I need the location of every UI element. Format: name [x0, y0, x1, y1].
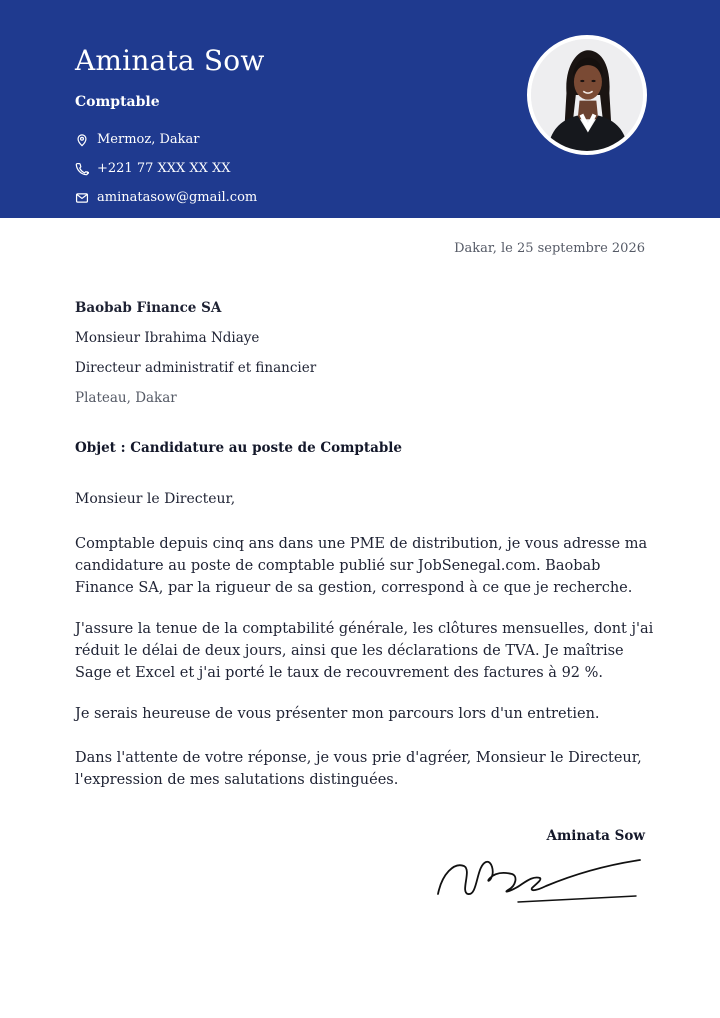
handwritten-signature — [432, 852, 647, 908]
letter-paragraph: Comptable depuis cinq ans dans une PME de distribution, je vous adresse ma candidature au poste de comptable publié sur JobSenegal.com. Baobab Finance SA, par la rigueur de sa gestion, correspond à ce que je recherche. — [75, 536, 648, 596]
recipient-person: Monsieur Ibrahima Ndiaye — [75, 330, 260, 346]
contact-email-text: aminatasow@gmail.com — [97, 190, 258, 205]
letter-paragraph: Je serais heureuse de vous présenter mon parcours lors d'un entretien. — [75, 706, 600, 722]
letter-header — [0, 0, 720, 218]
contact-email — [75, 190, 257, 205]
letter-paragraph: Dans l'attente de votre réponse, je vous prie d'agréer, Monsieur le Directeur, l'expression de mes salutations distinguées. — [75, 750, 642, 788]
recipient-role: Directeur administratif et financier — [75, 360, 317, 376]
letter-subject: Objet : Candidature au poste de Comptable — [75, 440, 402, 456]
contact-address — [75, 132, 200, 147]
mail-icon — [75, 191, 89, 205]
contact-phone-text: +221 77 XXX XX XX — [97, 161, 231, 176]
letter-paragraph: J'assure la tenue de la comptabilité générale, les clôtures mensuelles, dont j'ai réduit le délai de deux jours, ainsi que les déclarations de TVA. Je maîtrise Sage et Excel et j'ai porté le taux de recouvrement des factures à 92 %. — [75, 621, 654, 681]
signature-name: Aminata Sow — [546, 828, 645, 844]
contact-address-text: Mermoz, Dakar — [97, 132, 200, 147]
recipient-location: Plateau, Dakar — [75, 390, 177, 406]
letter-date: Dakar, le 25 septembre 2026 — [454, 241, 645, 256]
sender-job-title: Comptable — [75, 94, 160, 110]
letter-salutation: Monsieur le Directeur, — [75, 491, 236, 507]
profile-photo — [527, 35, 647, 155]
phone-icon — [75, 162, 89, 176]
location-pin-icon — [75, 133, 89, 147]
contact-phone — [75, 161, 231, 176]
recipient-company: Baobab Finance SA — [75, 300, 222, 316]
sender-name: Aminata Sow — [75, 44, 265, 77]
